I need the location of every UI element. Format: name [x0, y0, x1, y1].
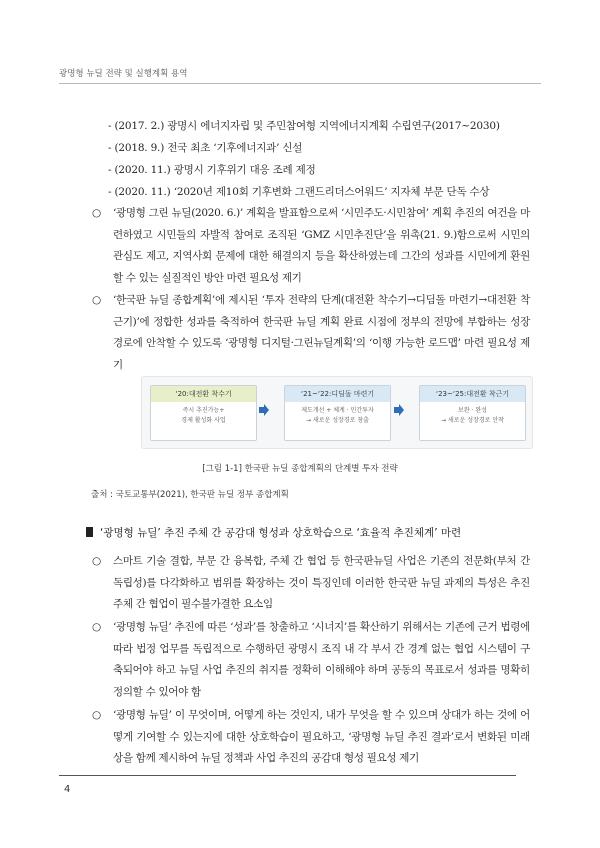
bullet-marker: ○	[92, 294, 101, 306]
stage-title: ‘20:대전환 착수기	[151, 386, 256, 402]
stage-body: 보완 · 완성 → 새로운 성장경로 안착	[441, 407, 504, 424]
stage-box	[284, 385, 391, 441]
bullet-paragraph	[92, 705, 530, 770]
stage-body: 즉시 추진가능+ 경제 활성화 사업	[181, 407, 226, 424]
bullet-paragraph	[92, 203, 530, 289]
stage-box	[150, 385, 257, 441]
dash-item: - (2020. 11.) 광명시 기후위기 대응 조례 제정	[108, 164, 316, 176]
bullet-text: ‘광명형 뉴딜’ 추진에 따른 ‘성과’를 창출하고 ‘시너지’를 확산하기 위해서는 기존에 근거 법령에 따라 법정 업무를 독립적으로 수행하던 광명시 조직 내 각 부서 간 경계 없는 협업 시스템이 구축되어야 하고 뉴딜 사업 추진의 취지를 정확히 이해해야 하며 공동의 목표로서 성과를 명확히 정의할 수 있어야 함	[113, 621, 530, 698]
bullet-paragraph	[92, 290, 530, 376]
dash-item: - (2020. 11.) ‘2020년 제10회 기후변화 그랜드리더스어워드’ 지자체 부문 단독 수상	[108, 186, 490, 198]
section-heading	[86, 525, 461, 540]
bullet-marker: ○	[92, 555, 101, 567]
bullet-paragraph	[92, 617, 530, 703]
dash-item: - (2018. 9.) 전국 최초 ‘기후에너지과’ 신설	[108, 142, 303, 154]
stage-box	[419, 385, 526, 441]
bullet-marker: ○	[92, 709, 101, 721]
stage-title: ‘21~‘22:디딤돌 마련기	[285, 386, 390, 402]
dash-item: - (2017. 2.) 광명시 에너지자립 및 주민참여형 지역에너지계획 수립연구(2017~2030)	[108, 120, 500, 132]
right-arrow-icon	[259, 404, 269, 416]
stage-body: 제도개선 + 체계 · 민간투자 → 새로운 성장경로 창출	[301, 407, 374, 424]
section-square-icon	[86, 527, 93, 537]
stage-title: ‘23~‘25:대전환 착근기	[420, 386, 525, 402]
bullet-text: ‘한국판 뉴딜 종합계획’에 제시된 ‘투자 전략의 단계(대전환 착수기→디딤돌 마련기→대전환 착근기)’에 정합한 성과를 축적하여 한국판 뉴딜 계획 완료 시점에 정부의 전망에 부합하는 성장경로에 안착할 수 있도록 ‘광명형 디지털·그린뉴딜계획’의 ‘이행 가능한 로드맵’ 마련 필요성 제기	[113, 294, 530, 371]
bullet-text: 스마트 기술 결합, 부문 간 융복합, 주체 간 협업 등 한국판뉴딜 사업은 기존의 전문화(부처 간 독립성)를 다각화하고 범위를 확장하는 것이 특징인데 이러한 한국판 뉴딜 과제의 특성은 추진 주체 간 협업이 필수불가결한 요소임	[113, 555, 530, 610]
bullet-paragraph	[92, 551, 530, 616]
figure-caption: [그림 1-1] 한국판 뉴딜 종합계획의 단계별 투자 전략	[202, 464, 398, 474]
section-title: ‘광명형 뉴딜’ 추진 주체 간 공감대 형성과 상호학습으로 ‘효율적 추진체계’ 마련	[100, 527, 462, 539]
bullet-text: ‘광명형 뉴딜’ 이 무엇이며, 어떻게 하는 것인지, 내가 무엇을 할 수 있으며 상대가 하는 것에 어떻게 기여할 수 있는지에 대한 상호학습이 필요하고, ‘광명형 뉴딜 추진 결과’로서 변화된 미래상을 함께 제시하여 뉴딜 정책과 사업 추진의 공감대 형성 필요성 제기	[113, 709, 530, 764]
running-header: 광명형 뉴딜 전략 및 실행계획 용역	[59, 69, 188, 79]
bullet-text: ‘광명형 그린 뉴딜(2020. 6.)’ 계획을 발표함으로써 ‘시민주도·시민참여’ 계획 추진의 여건을 마련하였고 시민들의 자발적 참여로 조직된 ‘GMZ 시민추진단’을 위촉(21. 9.)함으로써 시민의 관심도 제고, 지역사회 문제에 대한 해결의지 등을 확산하였는데 그간의 성과를 시민에게 환원할 수 있는 실질적인 방안 마련 필요성 제기	[113, 207, 530, 284]
footer-divider	[59, 775, 516, 776]
bullet-marker: ○	[92, 621, 101, 633]
page-number: 4	[64, 784, 71, 795]
figure-source: 출처 : 국토교통부(2021), 한국판 뉴딜 정부 종합계획	[91, 490, 289, 500]
bullet-marker: ○	[92, 207, 101, 219]
header-divider	[59, 83, 541, 84]
right-arrow-icon	[394, 404, 404, 416]
investment-stage-figure	[141, 376, 533, 449]
